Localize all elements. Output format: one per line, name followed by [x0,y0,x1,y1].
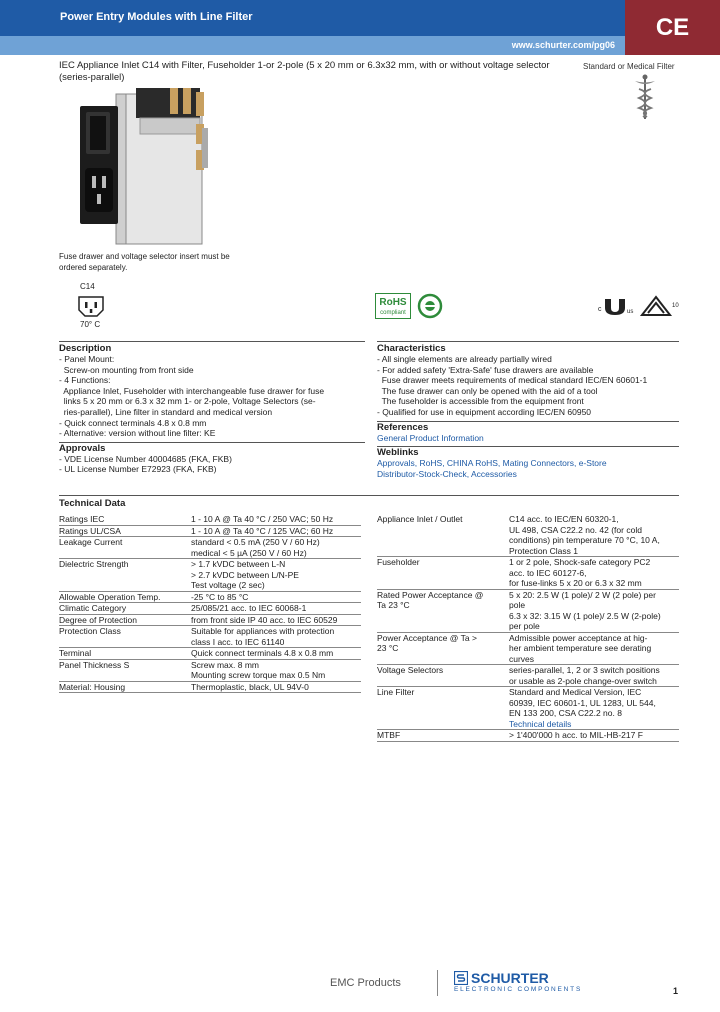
technical-table-right [377,514,679,742]
list-item: Screw-on mounting from front side [59,364,194,375]
approvals-list [59,454,369,475]
insert-note: Fuse drawer and voltage selector insert must be ordered separately. [59,252,230,272]
characteristics-list [377,354,682,418]
medical-caduceus-icon [630,73,660,121]
technical-data-rule [59,495,679,496]
table-row: Rated Power Acceptance @ Ta 23 °C 5 x 20: 2.5 W (1 pole)/ 2 W (2 pole) per pole 6.3 x 32: 3.15 W (1 pole)/ 2.5 W (2-pole) per pole [377,590,679,633]
svg-text:RoHS: RoHS [379,297,407,308]
list-item: Appliance Inlet, Fuseholder with interchangeable fuse drawer for fuse [59,385,325,396]
svg-text:c: c [598,306,602,313]
approvals-title: Approvals [59,442,106,454]
technical-details-link[interactable]: Technical details [509,718,572,729]
table-row: Material: Housing Thermoplastic, black, UL 94V-0 [59,682,361,694]
connector-type-label: C14 [80,282,95,291]
list-item: - Qualified for use in equipment according IEC/EN 60950 [377,406,592,417]
weblinks-title: Weblinks [377,447,419,459]
general-info-link[interactable]: General Product Information [377,432,484,443]
list-item: - Panel Mount: [59,354,115,364]
schurter-logo-icon [454,971,468,985]
weblinks-line-1[interactable]: Approvals, RoHS, CHINA RoHS, Mating Connectors, e-Store [377,458,607,469]
table-row: Panel Thickness S Screw max. 8 mm Mounting screw torque max 0.5 Nm [59,660,361,682]
product-description: IEC Appliance Inlet C14 with Filter, Fuseholder 1-or 2-pole (5 x 20 mm or 6.3x32 mm, with or without voltage selector (series-parallel) [59,60,550,83]
description-rule [59,341,365,342]
technical-table-left [59,514,361,693]
table-row: Terminal Quick connect terminals 4.8 x 0.8 mm [59,648,361,660]
c14-connector-icon [76,294,106,318]
list-item: - UL License Number E72923 (FKA, FKB) [59,464,217,475]
list-item: - VDE License Number 40004685 (FKA, FKB) [59,453,232,464]
china-rohs-icon [417,293,443,319]
table-row [377,719,679,731]
ce-badge: CE [625,0,720,55]
characteristics-title: Characteristics [377,343,446,354]
list-item: - Alternative: version without line filter: KE [59,428,216,439]
table-row: Appliance Inlet / Outlet C14 acc. to IEC/EN 60320-1, UL 498, CSA C22.2 no. 42 (for cold conditions) pin temperature 70 °C, 10 A, Protection Class 1 [377,514,679,557]
table-row: Degree of Protection from front side IP 40 acc. to IEC 60529 [59,615,361,627]
filter-variant-label: Standard or Medical Filter [583,62,675,71]
table-row: Climatic Category 25/085/21 acc. to IEC 60068-1 [59,603,361,615]
rohs-icon [375,293,411,319]
table-row: Line Filter Standard and Medical Version, IEC 60939, IEC 60601-1, UL 1283, UL 544, EN 133 200, CSA C22.2 no. 8 [377,687,656,718]
table-row: Leakage Current standard < 0.5 mA (250 V / 60 Hz) medical < 5 µA (250 V / 60 Hz) [59,537,361,559]
table-row: Protection Class Suitable for appliances with protection class I acc. to IEC 61140 [59,626,361,648]
description-title: Description [59,343,112,354]
list-item: links 5 x 20 mm or 6.3 x 32 mm 1- or 2-pole, Voltage Selectors (se- [59,396,316,407]
weblinks-line-2[interactable]: Distributor-Stock-Check, Accessories [377,468,517,479]
list-item: The fuseholder is accessible from the equipment front [377,396,584,407]
connector-temp-label: 70° C [80,320,101,329]
list-item: The fuse drawer can only be opened with the aid of a tool [377,385,598,396]
list-item: - Quick connect terminals 4.8 x 0.8 mm [59,417,207,428]
table-row: Power Acceptance @ Ta > 23 °C Admissible power acceptance at hig- her ambient temperature see derating curves [377,633,679,666]
svg-text:10: 10 [672,303,679,309]
list-item: - 4 Functions: [59,375,111,386]
brand-subtitle: ELECTRONIC COMPONENTS [454,986,583,993]
page-number: 1 [673,986,679,996]
list-item: Fuse drawer meets requirements of medical standard IEC/EN 60601-1 [377,375,648,386]
table-row: Allowable Operation Temp. -25 °C to 85 °C [59,592,361,604]
references-title: References [377,421,429,433]
list-item: ries-parallel), Line filter in standard and medical version [59,406,273,417]
footer-section-label: EMC Products [330,977,401,989]
schurter-logo [454,970,582,993]
table-row: Ratings IEC 1 - 10 A @ Ta 40 °C / 250 VAC; 50 Hz [59,514,361,526]
table-row: MTBF > 1'400'000 h acc. to MIL-HB-217 F [377,730,679,742]
technical-data-title: Technical Data [59,498,126,509]
svg-text:us: us [627,309,634,315]
page-title: Power Entry Modules with Line Filter [60,11,253,23]
ul-recognized-icon [597,296,635,316]
header-url-link[interactable]: www.schurter.com/pg06 [511,40,615,50]
svg-text:compliant: compliant [380,310,406,316]
vde-mark-icon [638,293,680,321]
description-list [59,354,369,439]
list-item: - All single elements are already partially wired [377,354,552,364]
product-photo-icon [80,88,230,248]
table-row: Voltage Selectors series-parallel, 1, 2 or 3 switch positions or usable as 2-pole change-over switch [377,665,679,687]
characteristics-section [377,343,682,479]
footer-divider [437,970,438,996]
characteristics-rule [377,341,679,342]
list-item: - For added safety 'Extra-Safe' fuse drawers are available [377,364,594,375]
description-section [59,343,369,475]
brand-name: SCHURTER [471,970,549,986]
table-row: Fuseholder 1 or 2 pole, Shock-safe category PC2 acc. to IEC 60127-6, for fuse-links 5 x 20 or 6.3 x 32 mm [377,557,679,590]
table-row: Ratings UL/CSA 1 - 10 A @ Ta 40 °C / 125 VAC; 60 Hz [59,526,361,538]
table-row: Dielectric Strength > 1.7 kVDC between L-N > 2.7 kVDC between L/N-PE Test voltage (2 sec) [59,559,361,592]
